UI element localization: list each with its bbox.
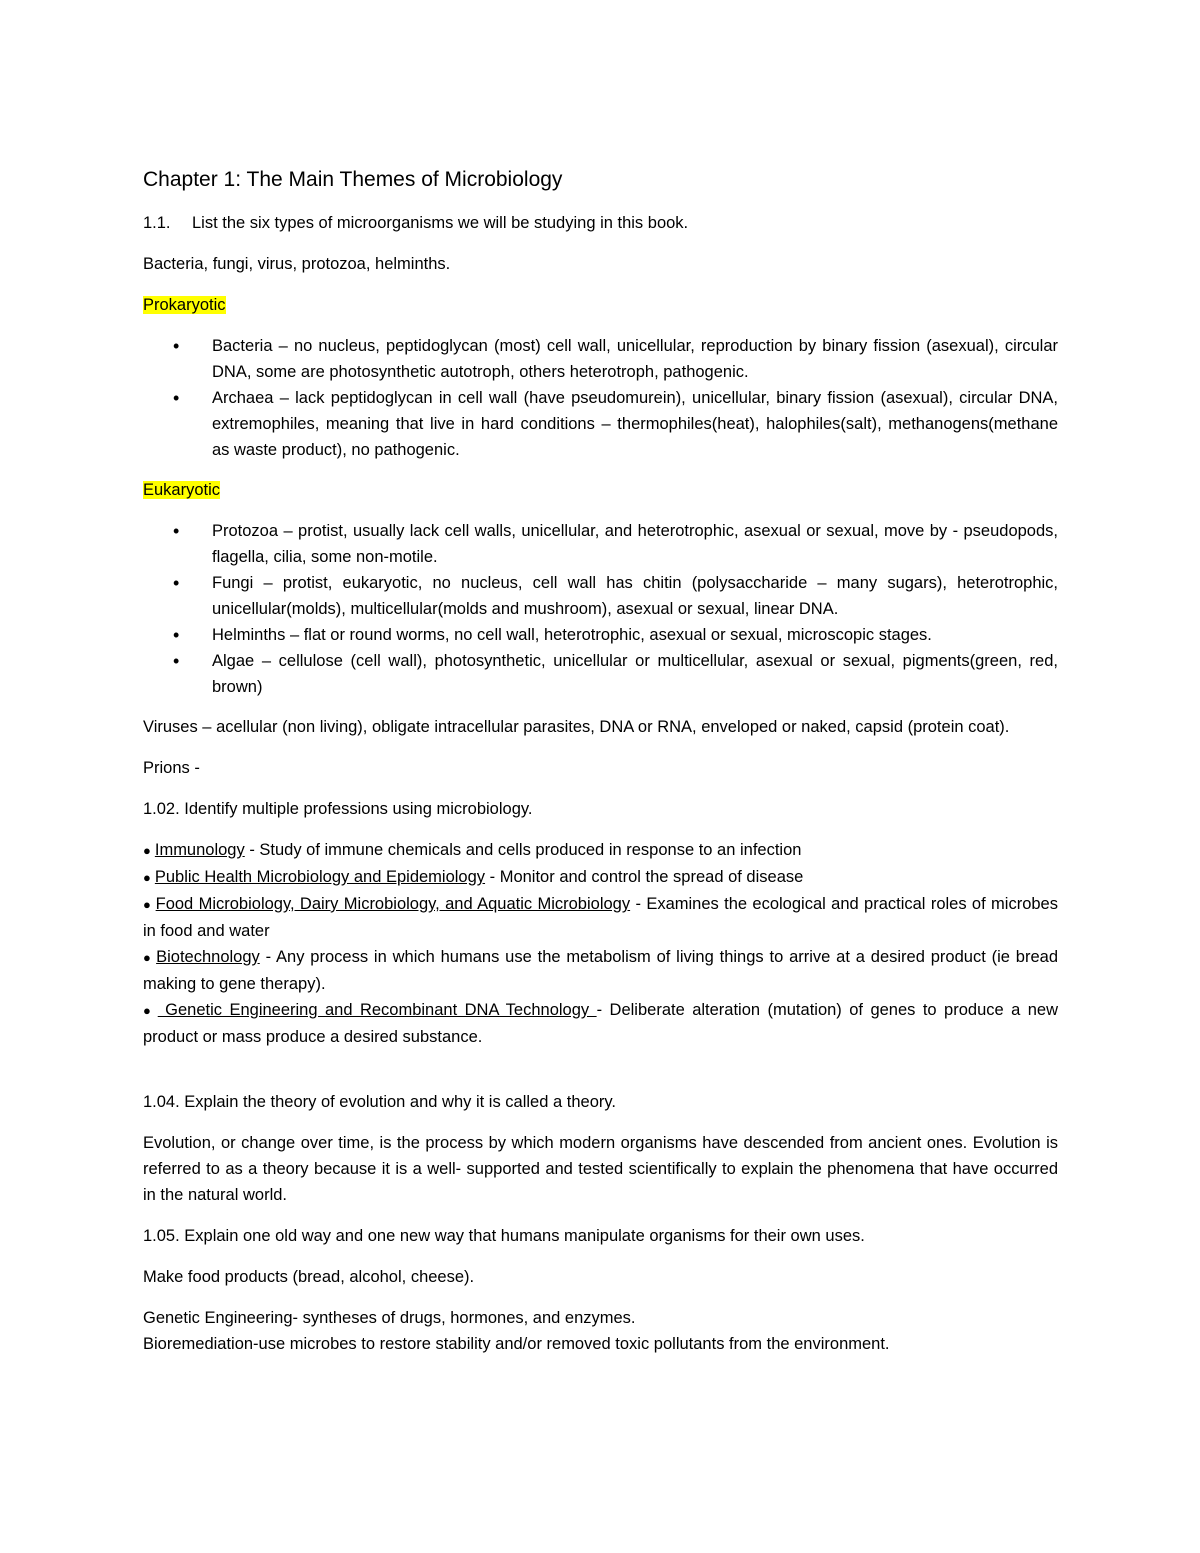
profession-item xyxy=(143,837,1058,864)
list-item: • Bacteria – no nucleus, peptidoglycan (most) cell wall, unicellular, reproduction by binary fission (asexual), circular DNA, some are photosynthetic autotroph, others heterotroph, pathogenic. xyxy=(143,333,1058,385)
list-item: • Algae – cellulose (cell wall), photosynthetic, unicellular or multicellular, asexual or sexual, pigments(green, red, brown) xyxy=(143,648,1058,700)
bullet-icon: ● xyxy=(143,843,151,858)
profession-term: Biotechnology xyxy=(156,948,260,966)
bullet-icon: ● xyxy=(143,1003,154,1018)
document-body xyxy=(143,164,1058,1372)
prokaryotic-list xyxy=(143,333,1058,463)
profession-item xyxy=(143,891,1058,944)
profession-desc: - Monitor and control the spread of disease xyxy=(485,868,804,886)
profession-item xyxy=(143,944,1058,997)
profession-term: Food Microbiology, Dairy Microbiology, and Aquatic Microbiology xyxy=(155,895,631,913)
bullet-icon: ● xyxy=(143,950,153,965)
profession-desc: - Study of immune chemicals and cells produced in response to an infection xyxy=(244,841,802,859)
answer-1-1: Bacteria, fungi, virus, protozoa, helminths. xyxy=(143,255,451,273)
question-1-04: 1.04. Explain the theory of evolution and why it is called a theory. xyxy=(143,1093,616,1111)
answer-1-04: Evolution, or change over time, is the process by which modern organisms have descended from ancient ones. Evolution is referred to as a theory because it is a well- supported and tested scientifically to explain the phenomena that have occurred in the natural world. xyxy=(143,1134,1058,1204)
profession-item xyxy=(143,864,1058,891)
prokaryotic-heading xyxy=(143,292,1058,318)
question-1-1 xyxy=(143,210,1058,236)
page-title: Chapter 1: The Main Themes of Microbiology xyxy=(143,168,563,191)
profession-term: Public Health Microbiology and Epidemiology xyxy=(154,868,486,886)
bullet-icon: ● xyxy=(143,897,152,912)
question-number: 1.1. xyxy=(143,214,171,232)
answer-1-05-bioremediation: Bioremediation-use microbes to restore stability and/or removed toxic pollutants from the environment. xyxy=(143,1335,890,1353)
prions-paragraph: Prions - xyxy=(143,759,200,777)
profession-term: Immunology xyxy=(154,841,245,859)
list-item: • Protozoa – protist, usually lack cell walls, unicellular, and heterotrophic, asexual or sexual, move by - pseudopods, flagella, cilia, some non-motile. xyxy=(143,518,1058,570)
answer-1-05-old: Make food products (bread, alcohol, cheese). xyxy=(143,1268,475,1286)
list-item: • Fungi – protist, eukaryotic, no nucleus, cell wall has chitin (polysaccharide – many sugars), heterotrophic, unicellular(molds), multicellular(molds and mushroom), asexual or sexual, linear DNA. xyxy=(143,570,1058,622)
question-1-02: 1.02. Identify multiple professions using microbiology. xyxy=(143,800,533,818)
question-text: List the six types of microorganisms we will be studying in this book. xyxy=(192,214,689,232)
eukaryotic-heading xyxy=(143,477,1058,503)
highlighted-text: Prokaryotic xyxy=(143,296,226,314)
highlighted-text: Eukaryotic xyxy=(143,481,221,499)
bullet-icon: ● xyxy=(143,870,151,885)
profession-desc: - Any process in which humans use the metabolism of living things to arrive at a desired product (ie bread making to gene therapy). xyxy=(143,948,1058,993)
eukaryotic-list xyxy=(143,518,1058,700)
profession-desc: - Examines the ecological and practical roles of microbes in food and water xyxy=(143,895,1058,940)
profession-item xyxy=(143,997,1058,1050)
list-item: • Helminths – flat or round worms, no cell wall, heterotrophic, asexual or sexual, microscopic stages. xyxy=(143,622,1058,648)
profession-desc: - Deliberate alteration (mutation) of genes to produce a new product or mass produce a desired substance. xyxy=(143,1001,1058,1046)
profession-term: Genetic Engineering and Recombinant DNA Technology xyxy=(157,1001,597,1019)
list-item: • Archaea – lack peptidoglycan in cell wall (have pseudomurein), unicellular, binary fission (asexual), circular DNA, extremophiles, meaning that live in hard conditions – thermophiles(heat), halophiles(salt), methanogens(methane as waste product), no pathogenic. xyxy=(143,385,1058,463)
answer-1-05-genetic: Genetic Engineering- syntheses of drugs, hormones, and enzymes. xyxy=(143,1309,636,1327)
question-1-05: 1.05. Explain one old way and one new way that humans manipulate organisms for their own uses. xyxy=(143,1227,865,1245)
viruses-paragraph: Viruses – acellular (non living), obligate intracellular parasites, DNA or RNA, enveloped or naked, capsid (protein coat). xyxy=(143,718,1010,736)
professions-list xyxy=(143,837,1058,1050)
